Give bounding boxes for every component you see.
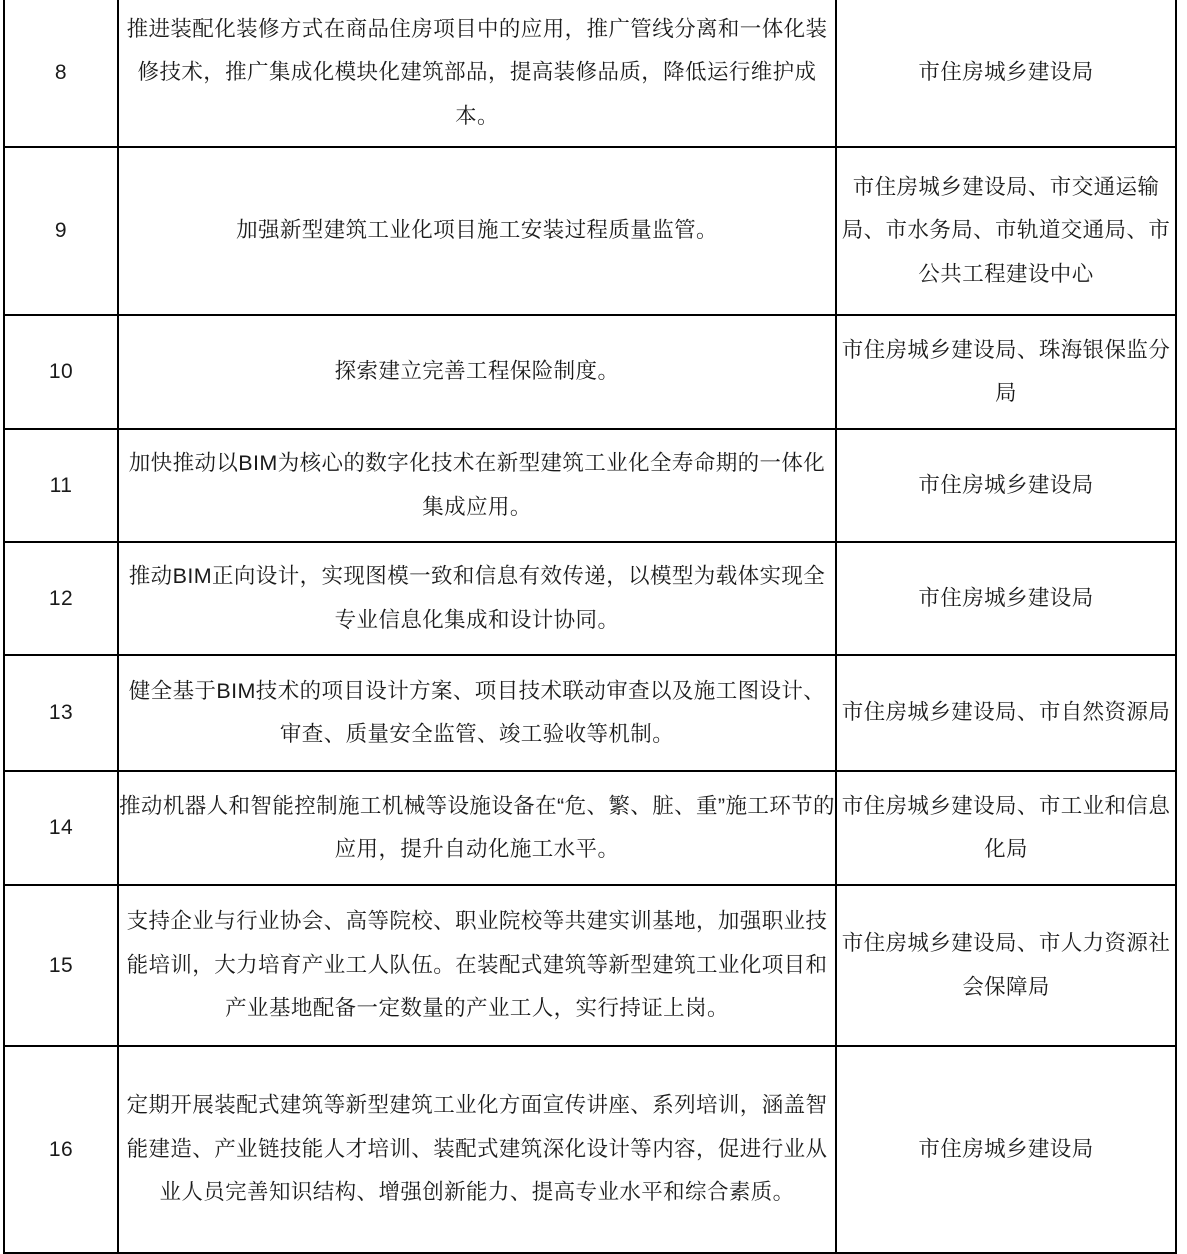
responsible-unit-cell: 市住房城乡建设局 (836, 542, 1176, 655)
row-index-cell: 12 (4, 542, 118, 655)
table-body (4, 0, 1176, 1253)
row-index-cell: 11 (4, 429, 118, 542)
task-content-cell: 定期开展装配式建筑等新型建筑工业化方面宣传讲座、系列培训，涵盖智能建造、产业链技能人才培训、装配式建筑深化设计等内容，促进行业从业人员完善知识结构、增强创新能力、提高专业水平和综合素质。 (118, 1046, 836, 1253)
table-row (4, 655, 1176, 771)
responsible-unit-cell: 市住房城乡建设局、市交通运输局、市水务局、市轨道交通局、市公共工程建设中心 (836, 147, 1176, 315)
task-content-cell: 推动BIM正向设计，实现图模一致和信息有效传递，以模型为载体实现全专业信息化集成和设计协同。 (118, 542, 836, 655)
table-row (4, 771, 1176, 885)
responsible-unit-cell: 市住房城乡建设局、市自然资源局 (836, 655, 1176, 771)
responsible-unit-cell: 市住房城乡建设局 (836, 1046, 1176, 1253)
task-assignment-table (3, 0, 1177, 1254)
table-row (4, 0, 1176, 147)
task-content-cell: 加快推动以BIM为核心的数字化技术在新型建筑工业化全寿命期的一体化集成应用。 (118, 429, 836, 542)
task-content-cell: 推动机器人和智能控制施工机械等设施设备在“危、繁、脏、重”施工环节的应用，提升自动化施工水平。 (118, 771, 836, 885)
row-index-cell: 10 (4, 315, 118, 429)
task-content-cell: 推进装配化装修方式在商品住房项目中的应用，推广管线分离和一体化装修技术，推广集成化模块化建筑部品，提高装修品质，降低运行维护成本。 (118, 0, 836, 147)
row-index-cell: 15 (4, 885, 118, 1046)
task-content-cell: 探索建立完善工程保险制度。 (118, 315, 836, 429)
row-index-cell: 13 (4, 655, 118, 771)
responsible-unit-cell: 市住房城乡建设局、珠海银保监分局 (836, 315, 1176, 429)
responsible-unit-cell: 市住房城乡建设局、市人力资源社会保障局 (836, 885, 1176, 1046)
table-row (4, 315, 1176, 429)
table-row (4, 1046, 1176, 1253)
row-index-cell: 14 (4, 771, 118, 885)
row-index-cell: 8 (4, 0, 118, 147)
responsible-unit-cell: 市住房城乡建设局 (836, 429, 1176, 542)
responsible-unit-cell: 市住房城乡建设局、市工业和信息化局 (836, 771, 1176, 885)
task-content-cell: 加强新型建筑工业化项目施工安装过程质量监管。 (118, 147, 836, 315)
task-content-cell: 健全基于BIM技术的项目设计方案、项目技术联动审查以及施工图设计、审查、质量安全监管、竣工验收等机制。 (118, 655, 836, 771)
table-row (4, 885, 1176, 1046)
row-index-cell: 9 (4, 147, 118, 315)
task-content-cell: 支持企业与行业协会、高等院校、职业院校等共建实训基地，加强职业技能培训，大力培育产业工人队伍。在装配式建筑等新型建筑工业化项目和产业基地配备一定数量的产业工人，实行持证上岗。 (118, 885, 836, 1046)
table-row (4, 147, 1176, 315)
table-row (4, 542, 1176, 655)
responsible-unit-cell: 市住房城乡建设局 (836, 0, 1176, 147)
row-index-cell: 16 (4, 1046, 118, 1253)
table-row (4, 429, 1176, 542)
